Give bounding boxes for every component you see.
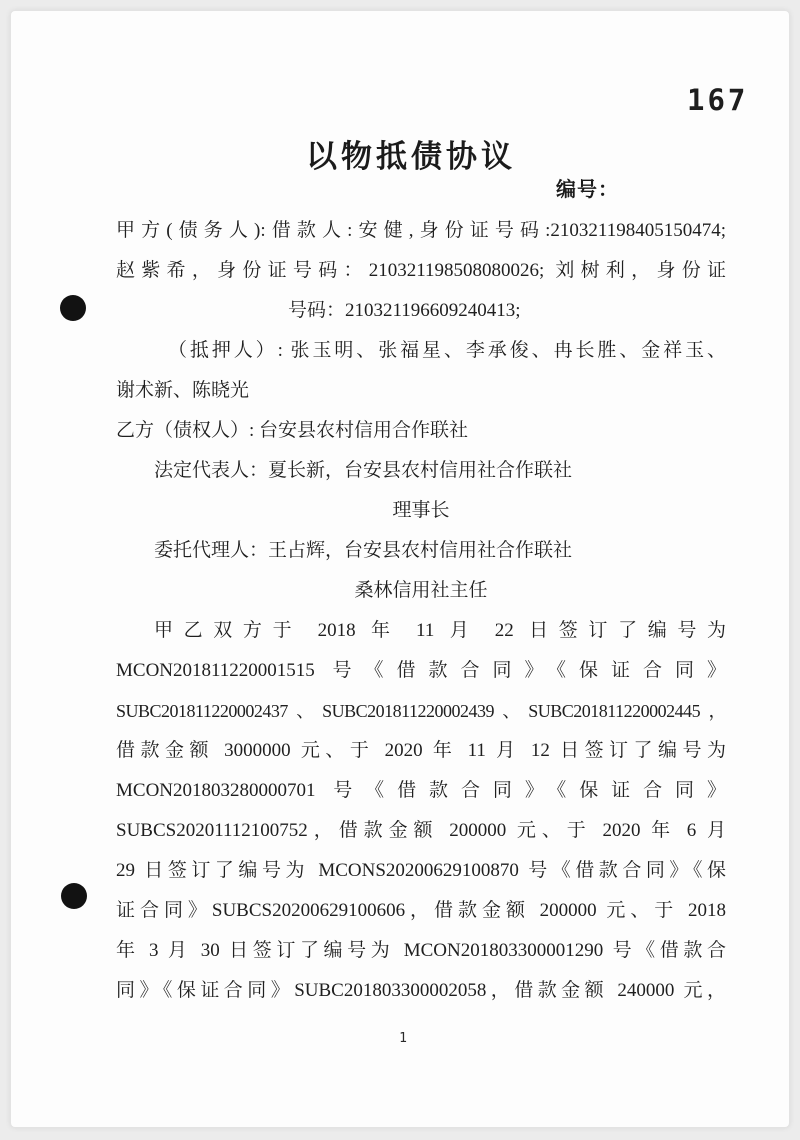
document-line: 借款金额 3000000 元、于 2020 年 11 月 12 日签订了编号为 <box>116 740 726 761</box>
document-line: 赵紫希，身份证号码：210321198508080026; 刘树利，身份证 <box>116 260 726 281</box>
document-line: MCON201803280000701 号《借款合同》《保证合同》 <box>116 780 726 801</box>
document-line: 法定代表人：夏长新，台安县农村信用社合作联社 <box>154 460 573 481</box>
document-line: 甲方(债务人):借款人:安健,身份证号码:210321198405150474; <box>116 220 726 241</box>
document-line: 乙方（债权人）: 台安县农村信用合作联社 <box>116 420 469 441</box>
document-line: 号码：210321196609240413; <box>288 300 521 321</box>
document-line: 29 日签订了编号为 MCONS20200629100870 号《借款合同》《保 <box>116 860 726 881</box>
document-line: 桑林信用社主任 <box>354 580 488 601</box>
document-title: 以物抵债协议 <box>306 139 516 174</box>
document-line: SUBCS20201112100752，借款金额 200000 元、于 2020 年 6 月 <box>116 820 726 841</box>
corner-page-number: 167 <box>687 83 749 117</box>
document-line: （抵押人）: 张玉明、张福星、李承俊、冉长胜、金祥玉、 <box>168 340 726 361</box>
document-line: 委托代理人：王占辉，台安县农村信用社合作联社 <box>154 540 573 561</box>
document-line: 证合同》SUBCS20200629100606，借款金额 200000 元、于 2018 <box>116 900 726 921</box>
document-page <box>10 10 790 1128</box>
document-number-label: 编号： <box>556 179 619 201</box>
hole-punch-mark <box>61 883 87 909</box>
document-line: 理事长 <box>392 500 450 521</box>
document-line: 谢术新、陈晓光 <box>116 380 250 401</box>
document-line: 同》《保证合同》SUBC201803300002058，借款金额 240000 元， <box>116 980 726 1001</box>
document-line: MCON201811220001515 号《借款合同》《保证合同》 <box>116 660 726 681</box>
hole-punch-mark <box>60 295 86 321</box>
document-body <box>116 211 726 1011</box>
document-line: SUBC201811220002437、SUBC201811220002439、SUBC201811220002445， <box>116 701 726 721</box>
document-line: 甲乙双方于 2018 年 11 月 22 日签订了编号为 <box>154 620 726 641</box>
document-line: 年 3 月 30 日签订了编号为 MCON201803300001290 号《借款合 <box>116 940 726 961</box>
footer-page-number: 1 <box>399 1031 407 1046</box>
